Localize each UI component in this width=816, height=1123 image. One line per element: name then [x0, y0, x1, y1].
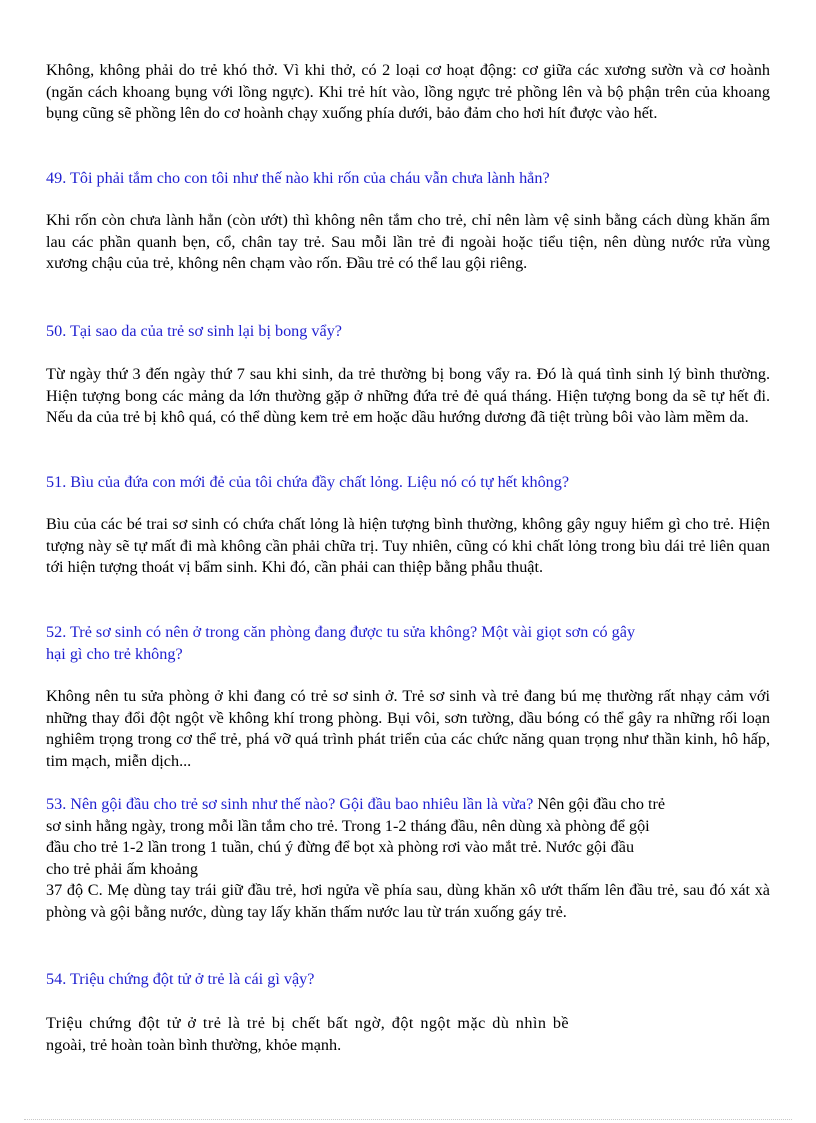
answer-51: Bìu của các bé trai sơ sinh có chứa chất lỏng là hiện tượng bình thường, không gây nguy hiểm gì cho trẻ. Hiện tượng này sẽ tự mất đi mà không cần phải chữa trị. Tuy nhiên, cũng có khi chất lỏng trong bìu dái trẻ liên quan tới hiện tượng thoát vị bẩm sinh. Khi đó, cần phải can thiệp bằng phẫu thuật.	[46, 515, 770, 577]
answer-53-line-3: đầu cho trẻ 1-2 lần trong 1 tuần, chú ý đừng để bọt xà phòng rơi vào mắt trẻ. Nước gội đầu	[46, 838, 635, 857]
answer-52: Không nên tu sửa phòng ở khi đang có trẻ sơ sinh ở. Trẻ sơ sinh và trẻ đang bú mẹ thường rất nhạy cảm với những thay đổi đột ngột về không khí trong phòng. Bụi vôi, sơn tường, dầu bóng có thể gây ra những rối loạn nghiêm trọng trong cơ thể trẻ, phá vỡ quá trình phát triển của các chức năng quan trọng như thần kinh, hô hấp, tim mạch, miễn dịch...	[46, 687, 770, 770]
question-52	[46, 622, 770, 665]
question-51: 51. Bìu của đứa con mới đẻ của tôi chứa đầy chất lỏng. Liệu nó có tự hết không?	[46, 473, 570, 491]
question-53: 53. Nên gội đầu cho trẻ sơ sinh như thế nào? Gội đầu bao nhiêu lần là vừa?	[46, 795, 534, 813]
answer-53-line-4: cho trẻ phải ấm khoảng	[46, 859, 198, 878]
answer-54	[46, 1013, 770, 1056]
answer-50: Từ ngày thứ 3 đến ngày thứ 7 sau khi sinh, da trẻ thường bị bong vẩy ra. Đó là quá tình sinh lý bình thường. Hiện tượng bong các mảng da lớn thường gặp ở những đứa trẻ đẻ quá tháng. Hiện tượng bong da sẽ tự hết đi. Nếu da của trẻ bị khô quá, có thể dùng kem trẻ em hoặc dầu hướng dương đã tiệt trùng bôi vào làm mềm da.	[46, 365, 770, 427]
question-50: 50. Tại sao da của trẻ sơ sinh lại bị bong vẩy?	[46, 322, 342, 340]
answer-54-line-2: ngoài, trẻ hoàn toàn bình thường, khỏe mạnh.	[46, 1035, 342, 1054]
question-54: 54. Triệu chứng đột tử ở trẻ là cái gì vậy?	[46, 970, 315, 988]
question-52-line-2: hại gì cho trẻ không?	[46, 644, 183, 663]
question-52-line-1: 52. Trẻ sơ sinh có nên ở trong căn phòng đang được tu sửa không? Một vài giọt sơn có gây	[46, 623, 636, 641]
answer-54-line-1: Triệu chứng đột tử ở trẻ là trẻ bị chết bất ngờ, đột ngột mặc dù nhìn bề	[46, 1014, 570, 1032]
answer-49: Khi rốn còn chưa lành hẳn (còn ướt) thì không nên tắm cho trẻ, chỉ nên làm vệ sinh bằng cách dùng khăn ẩm lau các phần quanh bẹn, cổ, chân tay trẻ. Sau mỗi lần trẻ đi ngoài hoặc tiểu tiện, nên dùng nước rửa vùng xương chậu của trẻ, không nên chạm vào rốn. Đầu trẻ có thể lau gội riêng.	[46, 211, 770, 273]
block-53	[46, 794, 770, 880]
footer-divider	[24, 1119, 792, 1120]
question-49: 49. Tôi phải tắm cho con tôi như thế nào khi rốn của cháu vẫn chưa lành hẳn?	[46, 169, 550, 187]
intro-paragraph: Không, không phải do trẻ khó thở. Vì khi thở, có 2 loại cơ hoạt động: cơ giữa các xương sườn và cơ hoành (ngăn cách khoang bụng với lồng ngực). Khi trẻ hít vào, lồng ngực trẻ phồng lên và bộ phận trên của khoang bụng cũng sẽ phồng lên do cơ hoành chạy xuống phía dưới, bảo đảm cho hơi hít được vào hết.	[46, 61, 770, 123]
answer-53-line-1: Nên gội đầu cho trẻ	[533, 795, 666, 813]
answer-53-line-2: sơ sinh hằng ngày, trong mỗi lần tắm cho trẻ. Trong 1-2 tháng đầu, nên dùng xà phòng để gội	[46, 816, 650, 835]
answer-53-rest: 37 độ C. Mẹ dùng tay trái giữ đầu trẻ, hơi ngửa về phía sau, dùng khăn xô ướt thấm lên đầu trẻ, sau đó xát xà phòng và gội bằng nước, dùng tay lấy khăn thấm nước lau từ trán xuống gáy trẻ.	[46, 881, 770, 921]
